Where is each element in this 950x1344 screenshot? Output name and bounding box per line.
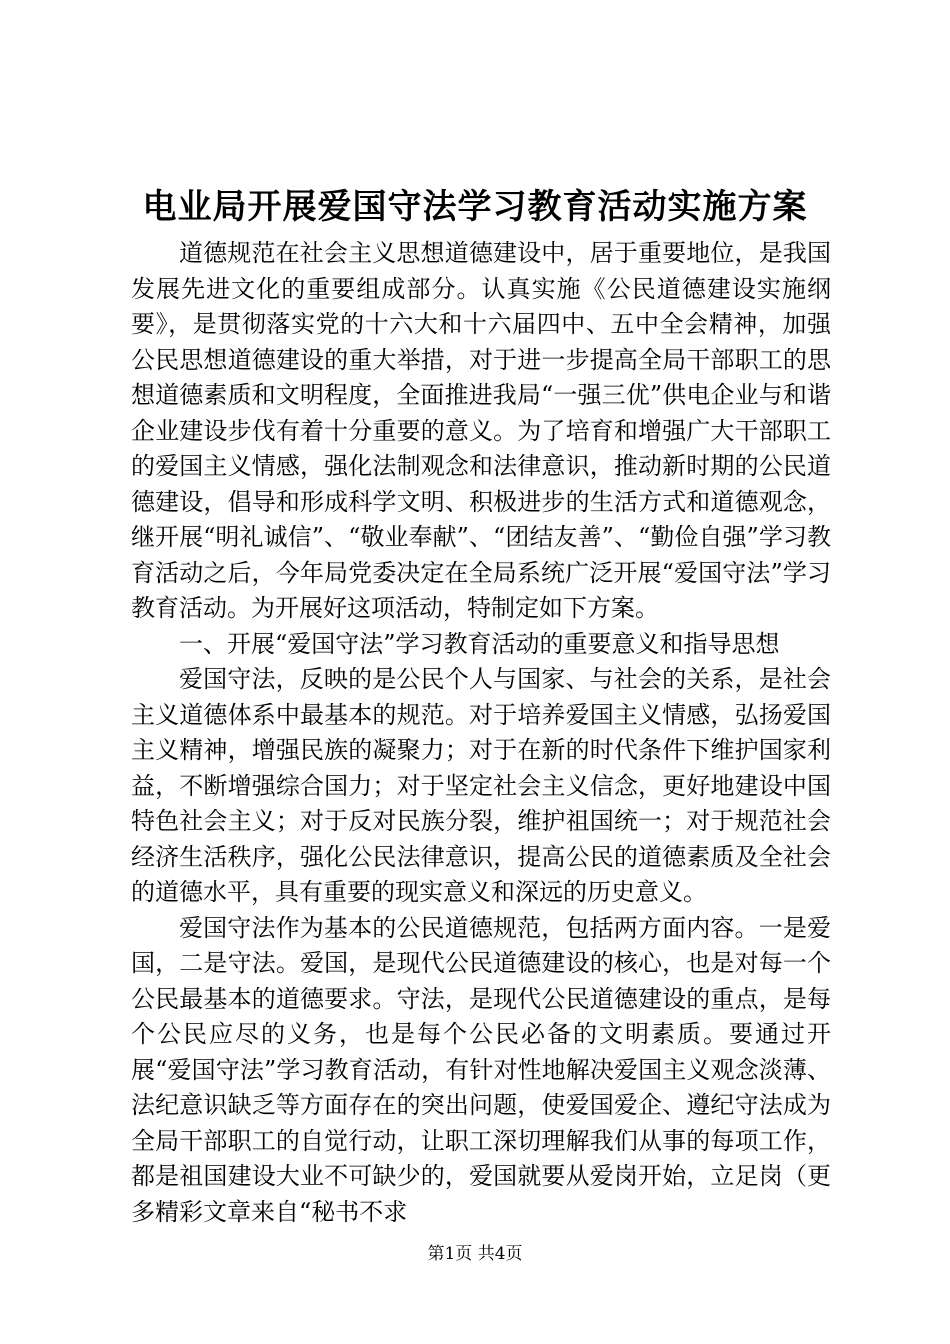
section-heading-1: 一、开展“爱国守法”学习教育活动的重要意义和指导思想	[179, 629, 780, 658]
paragraph-significance: 爱国守法，反映的是公民个人与国家、与社会的关系，是社会主义道德体系中最基本的规范。对于培养爱国主义情感，弘扬爱国主义精神，增强民族的凝聚力；对于在新的时代条件下维护国家利益，不断增强综合国力；对于坚定社会主义信念，更好地建设中国特色社会主义；对于反对民族分裂，维护祖国统一；对于规范社会经济生活秩序，强化公民法律意识，提高公民的道德素质及全社会的道德水平，具有重要的现实意义和深远的历史意义。	[131, 665, 831, 906]
document-body	[131, 236, 831, 1230]
document-title: 电业局开展爱国守法学习教育活动实施方案	[142, 187, 808, 227]
paragraph-intro: 道德规范在社会主义思想道德建设中，居于重要地位，是我国发展先进文化的重要组成部分。认真实施《公民道德建设实施纲要》，是贯彻落实党的十六大和十六届四中、五中全会精神，加强公民思想道德建设的重大举措，对于进一步提高全局干部职工的思想道德素质和文明程度，全面推进我局“一强三优”供电企业与和谐企业建设步伐有着十分重要的意义。为了培育和增强广大干部职工的爱国主义情感，强化法制观念和法律意识，推动新时期的公民道德建设，倡导和形成科学文明、积极进步的生活方式和道德观念，继开展“明礼诚信”、“敬业奉献”、“团结友善”、“勤俭自强”学习教育活动之后，今年局党委决定在全局系统广泛开展“爱国守法”学习教育活动。为开展好这项活动，特制定如下方案。	[131, 239, 831, 622]
page-footer: 第1页 共4页	[427, 1244, 523, 1264]
paragraph-content: 爱国守法作为基本的公民道德规范，包括两方面内容。一是爱国，二是守法。爱国，是现代公民道德建设的核心，也是对每一个公民最基本的道德要求。守法，是现代公民道德建设的重点，是每个公民应尽的义务，也是每个公民必备的文明素质。要通过开展“爱国守法”学习教育活动，有针对性地解决爱国主义观念淡薄、法纪意识缺乏等方面存在的突出问题，使爱国爱企、遵纪守法成为全局干部职工的自觉行动，让职工深切理解我们从事的每项工作，都是祖国建设大业不可缺少的，爱国就要从爱岗开始，立足岗（更多精彩文章来自“秘书不求	[131, 913, 831, 1226]
